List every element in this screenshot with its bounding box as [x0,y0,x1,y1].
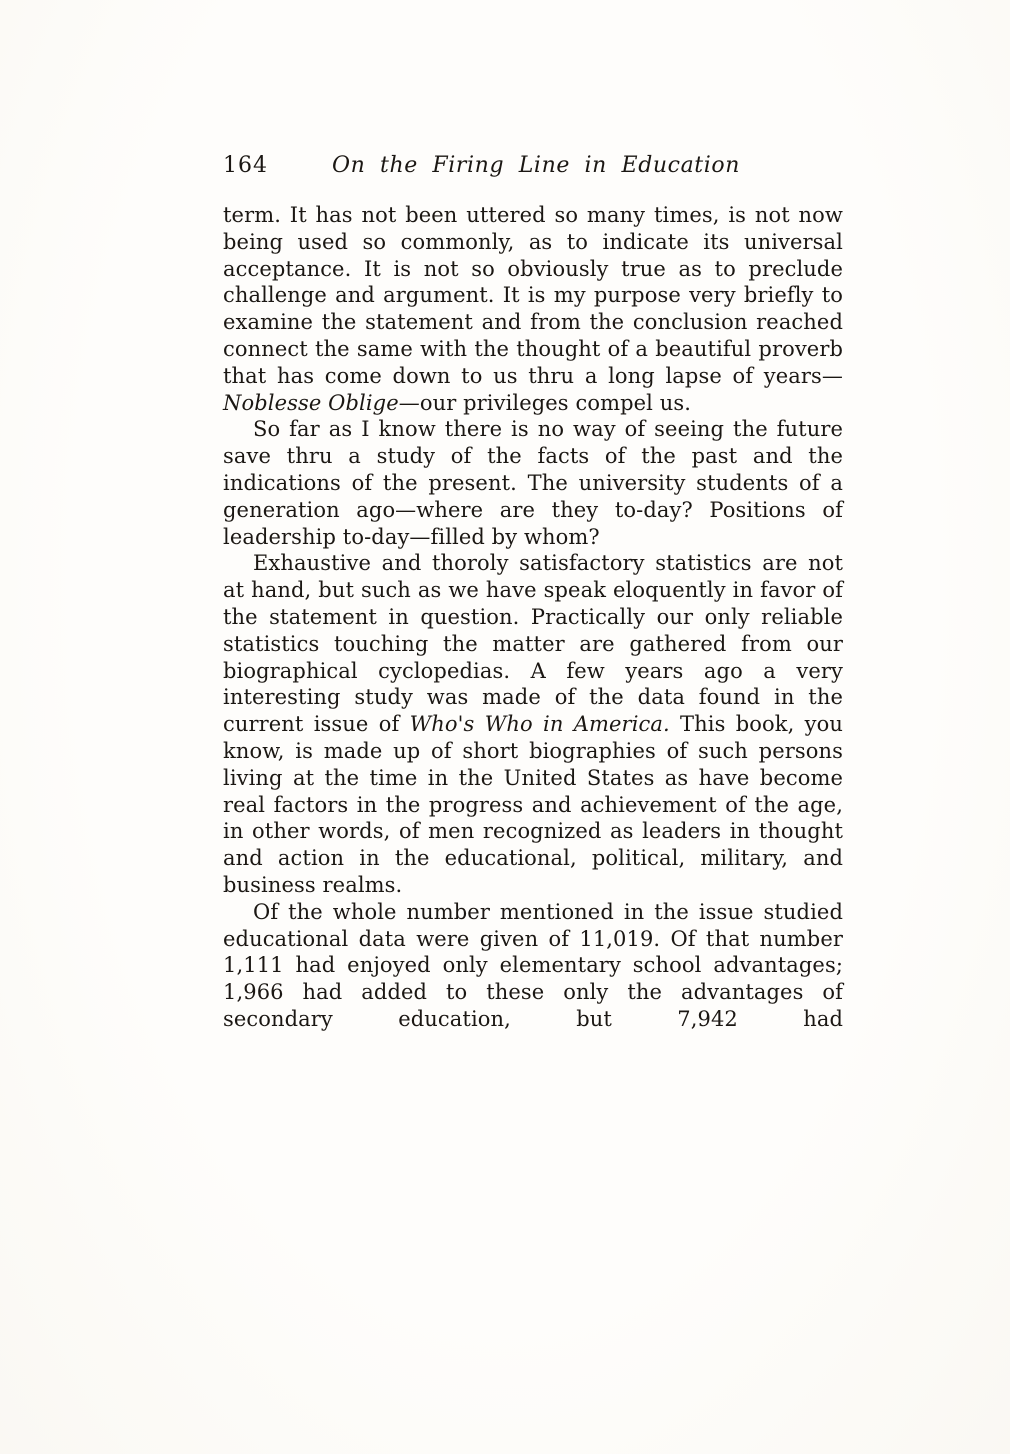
paragraph [223,202,843,416]
running-title: On the Firing Line in Education [332,153,740,178]
page-number: 164 [223,153,268,178]
paragraph [223,550,843,898]
page-header [223,152,843,180]
text-run: This book, you know, is made up of short biographies of such persons living at the time in the United States as have become real factors in the progress and achievement of the age, in other words, of men recognized as leaders in thought and action in the educational, political, military, and business realms. [223,712,843,897]
text-run: —our privileges compel us. [398,390,692,415]
page-content [223,152,843,1033]
italic-text-run: Noblesse Oblige [223,390,399,415]
text-block [223,202,843,1033]
text-run: So far as I know there is no way of seeing the future save thru a study of the facts of the past and the indications of the present. The university students of a generation ago—where are they to-day? Positions of leadership to-day—filled by whom? [223,417,843,549]
italic-text-run: Who's Who in America. [409,712,670,737]
paragraph [223,416,843,550]
paragraph [223,899,843,1033]
text-run: term. It has not been uttered so many times, is not now being used so commonly, as to indicate its universal acceptance. It is not so obviously true as to preclude challenge and argument. It is my purpose very briefly to examine the statement and from the conclusion reached connect the same with the thought of a beautiful proverb that has come down to us thru a long lapse of years— [223,203,843,388]
text-run: Of the whole number mentioned in the issue studied educational data were given of 11,019. Of that number 1,111 had enjoyed only elementary school advantages; 1,966 had added to these only the advantages of secondary education, but 7,942 had [223,899,843,1031]
text-run: Exhaustive and thoroly satisfactory statistics are not at hand, but such as we have speak eloquently in favor of the statement in question. Practically our only reliable statistics touching the matter are gathered from our biographical cyclopedias. A few years ago a very interesting study was made of the data found in the current issue of [223,551,843,737]
